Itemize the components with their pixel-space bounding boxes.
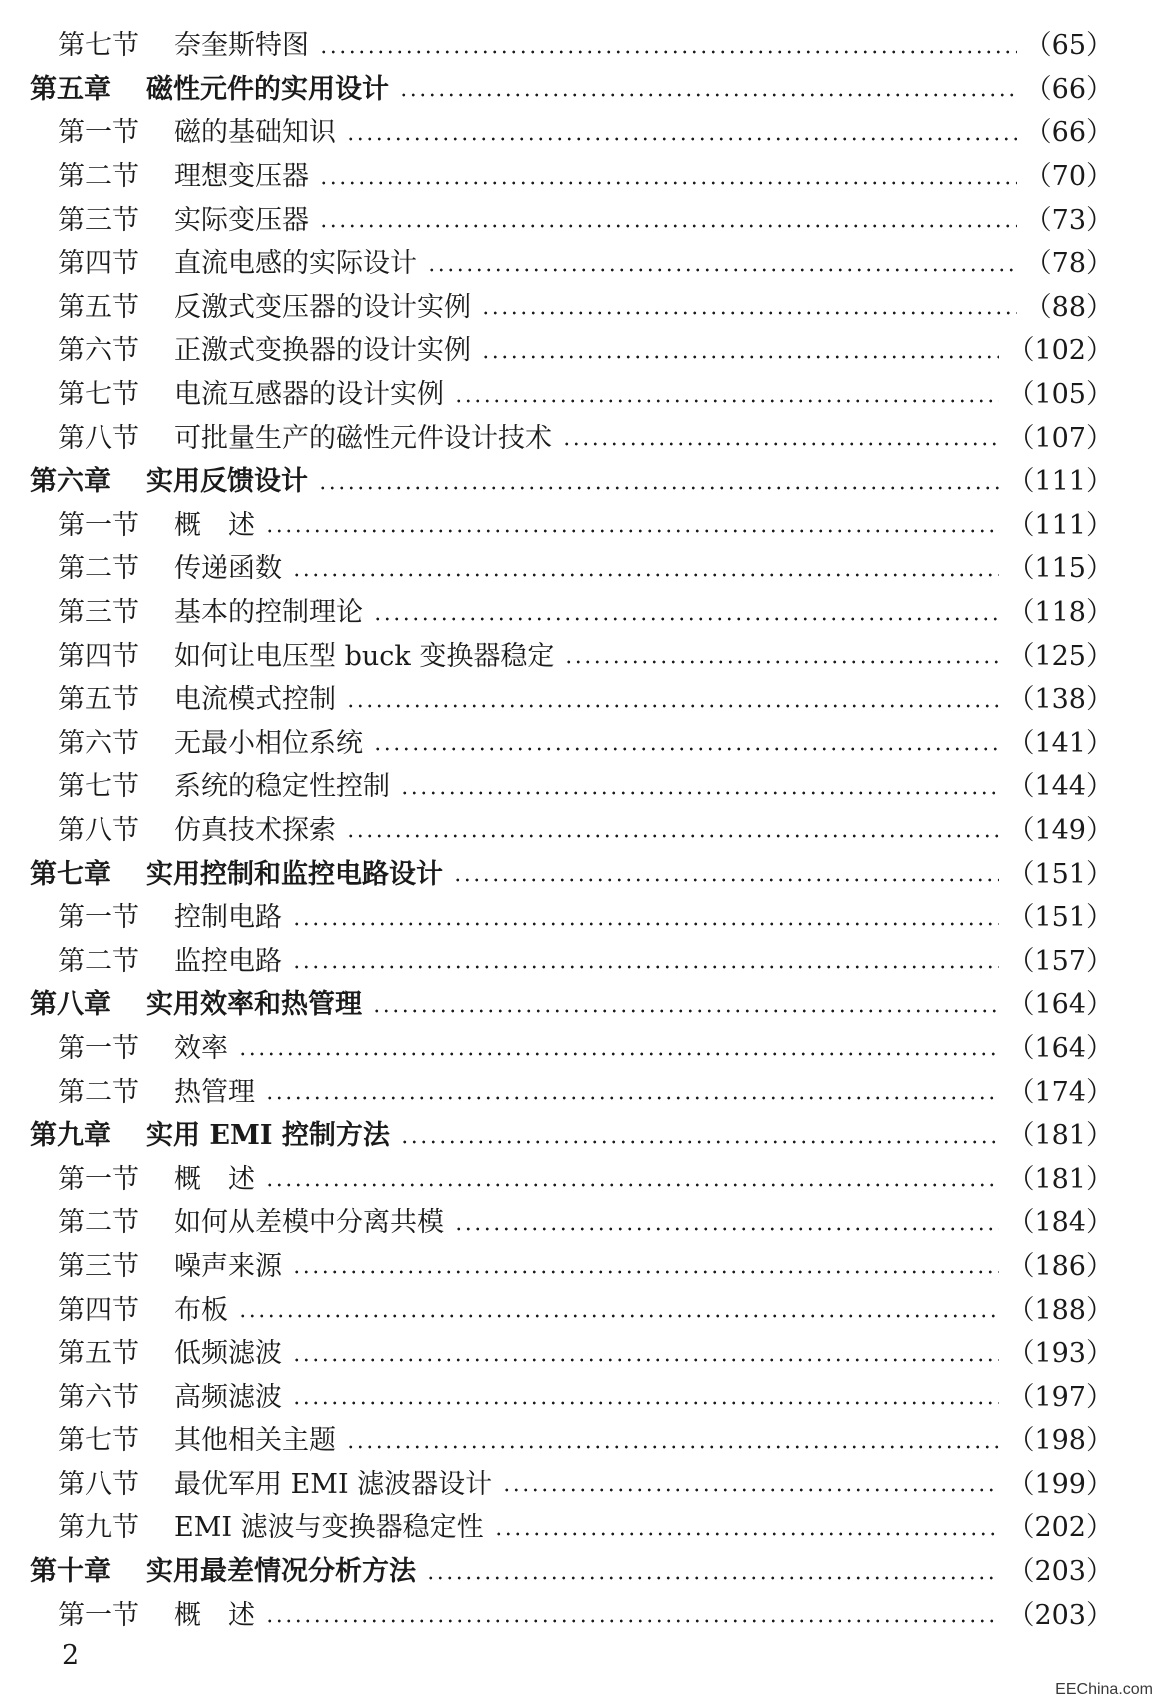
section-title: 概 述 — [174, 1599, 255, 1631]
page-reference: （203） — [1007, 1556, 1113, 1588]
toc-section-row[interactable] — [0, 809, 1165, 853]
dot-leader — [346, 137, 1017, 141]
section-number: 第五节 — [58, 291, 139, 323]
section-title: 基本的控制理论 — [174, 597, 363, 629]
section-title: 高频滤波 — [174, 1381, 282, 1413]
dot-leader — [292, 1401, 999, 1405]
page-reference: （151） — [1007, 858, 1113, 890]
section-title: 无最小相位系统 — [174, 727, 363, 759]
page-reference: （198） — [1007, 1425, 1113, 1457]
section-number: 第二节 — [58, 945, 139, 977]
dot-leader — [265, 529, 999, 533]
toc-chapter-row[interactable] — [0, 460, 1165, 504]
section-number: 第六节 — [58, 335, 139, 367]
section-number: 第五节 — [58, 1338, 139, 1370]
page-reference: （102） — [1007, 335, 1113, 367]
chapter-title: 实用 EMI 控制方法 — [146, 1120, 390, 1152]
toc-section-row[interactable] — [0, 1506, 1165, 1550]
dot-leader — [319, 50, 1017, 54]
dot-leader — [481, 355, 999, 359]
dot-leader — [292, 922, 999, 926]
dot-leader — [372, 1009, 999, 1013]
section-number: 第七节 — [58, 379, 139, 411]
dot-leader — [481, 311, 1017, 315]
page-reference: （186） — [1007, 1250, 1113, 1282]
section-title: 其他相关主题 — [174, 1425, 336, 1457]
dot-leader — [400, 1140, 1000, 1144]
dot-leader — [238, 1052, 999, 1056]
section-number: 第三节 — [58, 1250, 139, 1282]
toc-section-row[interactable] — [0, 634, 1165, 678]
page-reference: （184） — [1007, 1207, 1113, 1239]
dot-leader — [346, 834, 999, 838]
page-reference: （199） — [1007, 1468, 1113, 1500]
section-number: 第四节 — [58, 248, 139, 280]
section-number: 第六节 — [58, 1381, 139, 1413]
toc-section-row[interactable] — [0, 1201, 1165, 1245]
section-title: 磁的基础知识 — [174, 117, 336, 149]
section-title: 仿真技术探索 — [174, 814, 336, 846]
section-number: 第三节 — [58, 597, 139, 629]
toc-section-row[interactable] — [0, 1027, 1165, 1071]
section-title: 低频滤波 — [174, 1338, 282, 1370]
dot-leader — [265, 1183, 999, 1187]
section-title: 布板 — [174, 1294, 228, 1326]
page-reference: （118） — [1007, 597, 1113, 629]
section-title: 系统的稳定性控制 — [174, 771, 390, 803]
chapter-number: 第六章 — [30, 466, 111, 498]
page-reference: （107） — [1007, 422, 1113, 454]
toc-section-row[interactable] — [0, 1332, 1165, 1376]
dot-leader — [373, 617, 999, 621]
toc-section-row[interactable] — [0, 896, 1165, 940]
section-number: 第一节 — [58, 509, 139, 541]
dot-leader — [292, 1270, 999, 1274]
toc-section-row[interactable] — [0, 1375, 1165, 1419]
table-of-contents — [0, 24, 1165, 1637]
watermark: EEChina.com — [1055, 1681, 1153, 1698]
toc-section-row[interactable] — [0, 329, 1165, 373]
section-title: 正激式变换器的设计实例 — [174, 335, 471, 367]
page-reference: （203） — [1007, 1599, 1113, 1631]
toc-section-row[interactable] — [0, 939, 1165, 983]
dot-leader — [400, 791, 999, 795]
section-number: 第三节 — [58, 204, 139, 236]
page-reference: （78） — [1024, 248, 1113, 280]
toc-chapter-row[interactable] — [0, 1114, 1165, 1158]
dot-leader — [564, 660, 999, 664]
section-title: EMI 滤波与变换器稳定性 — [174, 1512, 484, 1544]
toc-section-row[interactable] — [0, 1463, 1165, 1507]
dot-leader — [453, 878, 999, 882]
dot-leader — [319, 181, 1017, 185]
chapter-title: 实用效率和热管理 — [146, 989, 362, 1021]
dot-leader — [399, 93, 1017, 97]
page-reference: （164） — [1007, 989, 1113, 1021]
toc-section-row[interactable] — [0, 24, 1165, 68]
page-number: 2 — [62, 1640, 80, 1671]
section-number: 第八节 — [58, 422, 139, 454]
dot-leader — [238, 1314, 999, 1318]
toc-section-row[interactable] — [0, 155, 1165, 199]
toc-section-row[interactable] — [0, 1593, 1165, 1637]
toc-section-row[interactable] — [0, 722, 1165, 766]
section-number: 第七节 — [58, 1425, 139, 1457]
page-reference: （181） — [1007, 1163, 1113, 1195]
section-number: 第九节 — [58, 1512, 139, 1544]
section-title: 噪声来源 — [174, 1250, 282, 1282]
section-number: 第一节 — [58, 902, 139, 934]
chapter-number: 第十章 — [30, 1556, 111, 1588]
page-reference: （66） — [1024, 117, 1113, 149]
dot-leader — [292, 965, 999, 969]
section-number: 第七节 — [58, 771, 139, 803]
dot-leader — [426, 1576, 999, 1580]
page-reference: （66） — [1024, 73, 1113, 105]
section-number: 第一节 — [58, 117, 139, 149]
dot-leader — [292, 1358, 999, 1362]
section-title: 直流电感的实际设计 — [174, 248, 417, 280]
page-reference: （111） — [1007, 466, 1113, 498]
section-title: 监控电路 — [174, 945, 282, 977]
section-number: 第二节 — [58, 1076, 139, 1108]
toc-section-row[interactable] — [0, 765, 1165, 809]
dot-leader — [318, 486, 999, 490]
dot-leader — [427, 268, 1017, 272]
toc-section-row[interactable] — [0, 1288, 1165, 1332]
page-reference: （164） — [1007, 1032, 1113, 1064]
toc-section-row[interactable] — [0, 1419, 1165, 1463]
dot-leader — [494, 1532, 1000, 1536]
section-number: 第一节 — [58, 1032, 139, 1064]
toc-chapter-row[interactable] — [0, 1550, 1165, 1594]
section-title: 概 述 — [174, 1163, 255, 1195]
section-title: 如何从差模中分离共模 — [174, 1207, 444, 1239]
page-reference: （181） — [1007, 1120, 1113, 1152]
toc-section-row[interactable] — [0, 1245, 1165, 1289]
chapter-title: 实用控制和监控电路设计 — [146, 858, 443, 890]
toc-chapter-row[interactable] — [0, 852, 1165, 896]
section-number: 第一节 — [58, 1599, 139, 1631]
dot-leader — [346, 1445, 999, 1449]
dot-leader — [265, 1619, 999, 1623]
dot-leader — [454, 1227, 999, 1231]
section-number: 第五节 — [58, 684, 139, 716]
page-reference: （188） — [1007, 1294, 1113, 1326]
section-title: 控制电路 — [174, 902, 282, 934]
section-title: 概 述 — [174, 509, 255, 541]
dot-leader — [265, 1096, 999, 1100]
chapter-title: 磁性元件的实用设计 — [146, 73, 389, 105]
page-reference: （193） — [1007, 1338, 1113, 1370]
toc-section-row[interactable] — [0, 416, 1165, 460]
page-reference: （70） — [1024, 161, 1113, 193]
toc-section-row[interactable] — [0, 373, 1165, 417]
page-reference: （202） — [1007, 1512, 1113, 1544]
toc-section-row[interactable] — [0, 111, 1165, 155]
section-title: 反激式变压器的设计实例 — [174, 291, 471, 323]
toc-section-row[interactable] — [0, 1157, 1165, 1201]
toc-chapter-row[interactable] — [0, 983, 1165, 1027]
page-reference: （88） — [1024, 291, 1113, 323]
dot-leader — [292, 573, 999, 577]
chapter-number: 第八章 — [30, 989, 111, 1021]
toc-section-row[interactable] — [0, 1070, 1165, 1114]
toc-section-row[interactable] — [0, 504, 1165, 548]
dot-leader — [562, 442, 999, 446]
page-reference: （151） — [1007, 902, 1113, 934]
toc-section-row[interactable] — [0, 286, 1165, 330]
section-title: 传递函数 — [174, 553, 282, 585]
toc-section-row[interactable] — [0, 591, 1165, 635]
section-number: 第四节 — [58, 640, 139, 672]
page-reference: （125） — [1007, 640, 1113, 672]
chapter-title: 实用最差情况分析方法 — [146, 1556, 416, 1588]
section-title: 奈奎斯特图 — [174, 30, 309, 62]
page-reference: （174） — [1007, 1076, 1113, 1108]
toc-chapter-row[interactable] — [0, 68, 1165, 112]
section-title: 理想变压器 — [174, 161, 309, 193]
section-title: 效率 — [174, 1032, 228, 1064]
section-title: 如何让电压型 buck 变换器稳定 — [174, 640, 555, 672]
dot-leader — [373, 747, 999, 751]
page-reference: （144） — [1007, 771, 1113, 803]
section-title: 电流互感器的设计实例 — [174, 379, 444, 411]
dot-leader — [346, 704, 999, 708]
toc-section-row[interactable] — [0, 547, 1165, 591]
dot-leader — [319, 224, 1017, 228]
section-title: 最优军用 EMI 滤波器设计 — [174, 1468, 493, 1500]
chapter-title: 实用反馈设计 — [146, 466, 308, 498]
dot-leader — [454, 399, 999, 403]
section-number: 第二节 — [58, 1207, 139, 1239]
section-number: 第八节 — [58, 814, 139, 846]
section-title: 实际变压器 — [174, 204, 309, 236]
section-number: 第二节 — [58, 553, 139, 585]
page-reference: （138） — [1007, 684, 1113, 716]
chapter-number: 第九章 — [30, 1120, 111, 1152]
section-title: 电流模式控制 — [174, 684, 336, 716]
page-reference: （149） — [1007, 814, 1113, 846]
page-reference: （157） — [1007, 945, 1113, 977]
page-reference: （105） — [1007, 379, 1113, 411]
page-reference: （141） — [1007, 727, 1113, 759]
page-reference: （111） — [1007, 509, 1113, 541]
section-number: 第一节 — [58, 1163, 139, 1195]
section-number: 第七节 — [58, 30, 139, 62]
toc-section-row[interactable] — [0, 678, 1165, 722]
section-title: 可批量生产的磁性元件设计技术 — [174, 422, 552, 454]
page-reference: （65） — [1024, 30, 1113, 62]
chapter-number: 第五章 — [30, 73, 111, 105]
toc-section-row[interactable] — [0, 242, 1165, 286]
page-reference: （73） — [1024, 204, 1113, 236]
section-title: 热管理 — [174, 1076, 255, 1108]
page-reference: （115） — [1007, 553, 1113, 585]
section-number: 第八节 — [58, 1468, 139, 1500]
section-number: 第四节 — [58, 1294, 139, 1326]
dot-leader — [502, 1488, 999, 1492]
section-number: 第二节 — [58, 161, 139, 193]
section-number: 第六节 — [58, 727, 139, 759]
toc-section-row[interactable] — [0, 198, 1165, 242]
chapter-number: 第七章 — [30, 858, 111, 890]
page-reference: （197） — [1007, 1381, 1113, 1413]
